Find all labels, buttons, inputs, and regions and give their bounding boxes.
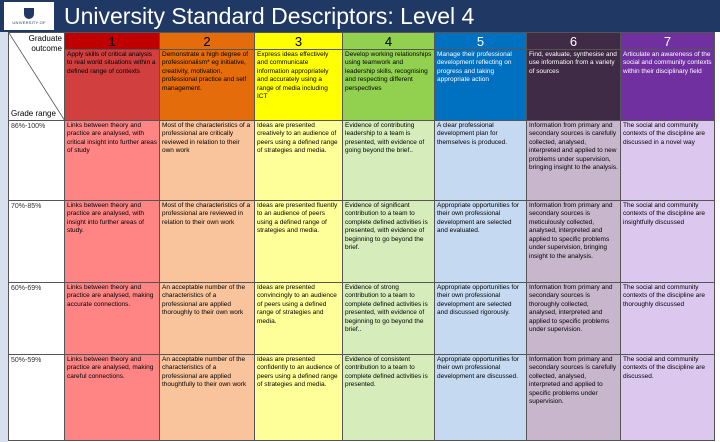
descriptor-cell: Ideas are presented convincingly to an audience of peers using a defined range of strategies and media. xyxy=(255,283,343,355)
descriptor-cell: Evidence of significant contribution to a team to complete defined activities is presented, with evidence of beginning to go beyond the brief. xyxy=(343,201,435,283)
descriptor-cell: Links between theory and practice are analysed, with insight into further areas of study. xyxy=(65,201,160,283)
descriptor-cell: Most of the characteristics of a professional are reviewed in relation to their own work xyxy=(160,201,255,283)
outcome-text: Demonstrate a high degree of professionalism* eg initiative, creativity, motivation, professional practice and self management. xyxy=(162,51,248,92)
grade-row-60-69 xyxy=(9,283,715,355)
outcome-number: 6 xyxy=(527,33,620,50)
outcome-number: 7 xyxy=(621,33,714,50)
descriptor-cell: Information from primary and secondary sources is thoroughly collected, analysed, interpreted and applied to specific problems under supervision. xyxy=(527,283,621,355)
corner-cell xyxy=(9,33,65,121)
descriptor-cell: Evidence of contributing leadership to a team is presented, with evidence of going beyond the brief.. xyxy=(343,121,435,201)
outcome-number: 4 xyxy=(343,33,434,50)
outcome-text: Develop working relationships using teamwork and leadership skills, recognising and respecting different perspectives xyxy=(345,51,432,92)
outcome-text: Articulate an awareness of the social and community contexts within their disciplinary field xyxy=(623,51,712,75)
logo-text: UNIVERSITY OF xyxy=(12,19,46,25)
outcome-header-7 xyxy=(621,33,715,121)
graduate-outcome-label: Graduate outcome xyxy=(28,34,62,53)
outcome-number: 1 xyxy=(65,33,159,50)
descriptor-cell: Appropriate opportunities for their own professional development are selected and discussed rigorously. xyxy=(435,283,527,355)
grade-row-86-100 xyxy=(9,121,715,201)
grade-range-cell: 60%-69% xyxy=(9,283,65,355)
grade-row-50-59 xyxy=(9,355,715,441)
university-logo xyxy=(4,2,54,30)
descriptor-cell: A clear professional development plan for themselves is produced. xyxy=(435,121,527,201)
descriptor-cell: Most of the characteristics of a professional are critically reviewed in relation to their own work xyxy=(160,121,255,201)
descriptor-cell: Information from primary and secondary sources is carefully collected, analysed, interpreted and applied to specific problems under supervision. xyxy=(527,355,621,441)
grade-range-cell: 86%-100% xyxy=(9,121,65,201)
outcome-text: Express ideas effectively and communicate information appropriately and accurately using a range of media including ICT xyxy=(257,51,329,101)
outcome-header-3 xyxy=(255,33,343,121)
outcome-header-5 xyxy=(435,33,527,121)
descriptor-cell: An acceptable number of the characteristics of a professional are applied thoughtfully to their own work xyxy=(160,355,255,441)
descriptor-cell: Evidence of consistent contribution to a team to complete defined activities is presented. xyxy=(343,355,435,441)
grade-range-label: Grade range xyxy=(11,108,56,118)
outcome-number: 5 xyxy=(435,33,526,50)
grade-row-70-85 xyxy=(9,201,715,283)
descriptor-cell: Information from primary and secondary sources is meticulously collected, analysed, interpreted and applied to specific problems under supervision, bringing insight to the analysis. xyxy=(527,201,621,283)
descriptor-cell: Links between theory and practice are analysed, making careful connections. xyxy=(65,355,160,441)
outcome-header-4 xyxy=(343,33,435,121)
grade-range-cell: 70%-85% xyxy=(9,201,65,283)
outcome-text: Manage their professional development reflecting on progress and taking appropriate action xyxy=(437,51,512,84)
outcome-text: Apply skills of critical analysis to real world situations within a defined range of contexts xyxy=(67,51,156,75)
descriptor-cell: Links between theory and practice are analysed, making accurate connections. xyxy=(65,283,160,355)
descriptor-cell: Evidence of strong contribution to a team to complete defined activities is presented, with evidence of beginning to go beyond the brief.. xyxy=(343,283,435,355)
descriptor-cell: Appropriate opportunities for their own professional development are selected and evaluated. xyxy=(435,201,527,283)
title-bar xyxy=(0,0,720,32)
descriptor-cell: An acceptable number of the characteristics of a professional are applied thoroughly to their own work xyxy=(160,283,255,355)
header-row xyxy=(9,33,715,121)
outcome-text: Find, evaluate, synthesise and use information from a variety of sources xyxy=(529,51,617,75)
outcome-header-2 xyxy=(160,33,255,121)
descriptor-cell: Ideas are presented confidently to an audience of peers using a defined range of strategies and media. xyxy=(255,355,343,441)
left-strip xyxy=(0,32,8,442)
crest-icon xyxy=(24,8,34,19)
descriptor-cell: The social and community contexts of the discipline are discussed in a novel way xyxy=(621,121,715,201)
descriptor-cell: The social and community contexts of the discipline are thoroughly discussed xyxy=(621,283,715,355)
descriptor-cell: The social and community contexts of the discipline are insightfully discussed xyxy=(621,201,715,283)
descriptor-cell: Information from primary and secondary sources is carefully collected, analysed, interpreted and applied to new problems under supervision, bringing insight to the analysis. xyxy=(527,121,621,201)
outcome-number: 3 xyxy=(255,33,342,50)
descriptor-table xyxy=(8,32,715,441)
descriptor-cell: The social and community contexts of the discipline are discussed. xyxy=(621,355,715,441)
outcome-number: 2 xyxy=(160,33,254,50)
page-title: University Standard Descriptors: Level 4 xyxy=(64,3,475,29)
descriptor-cell: Appropriate opportunities for their own professional development are discussed. xyxy=(435,355,527,441)
outcome-header-1 xyxy=(65,33,160,121)
outcome-header-6 xyxy=(527,33,621,121)
descriptor-cell: Links between theory and practice are analysed, with critical insight into further areas of study xyxy=(65,121,160,201)
grade-range-cell: 50%-59% xyxy=(9,355,65,441)
descriptor-cell: Ideas are presented creatively to an audience of peers using a defined range of strategies and media. xyxy=(255,121,343,201)
descriptor-cell: Ideas are presented fluently to an audience of peers using a defined range of strategies and media. xyxy=(255,201,343,283)
